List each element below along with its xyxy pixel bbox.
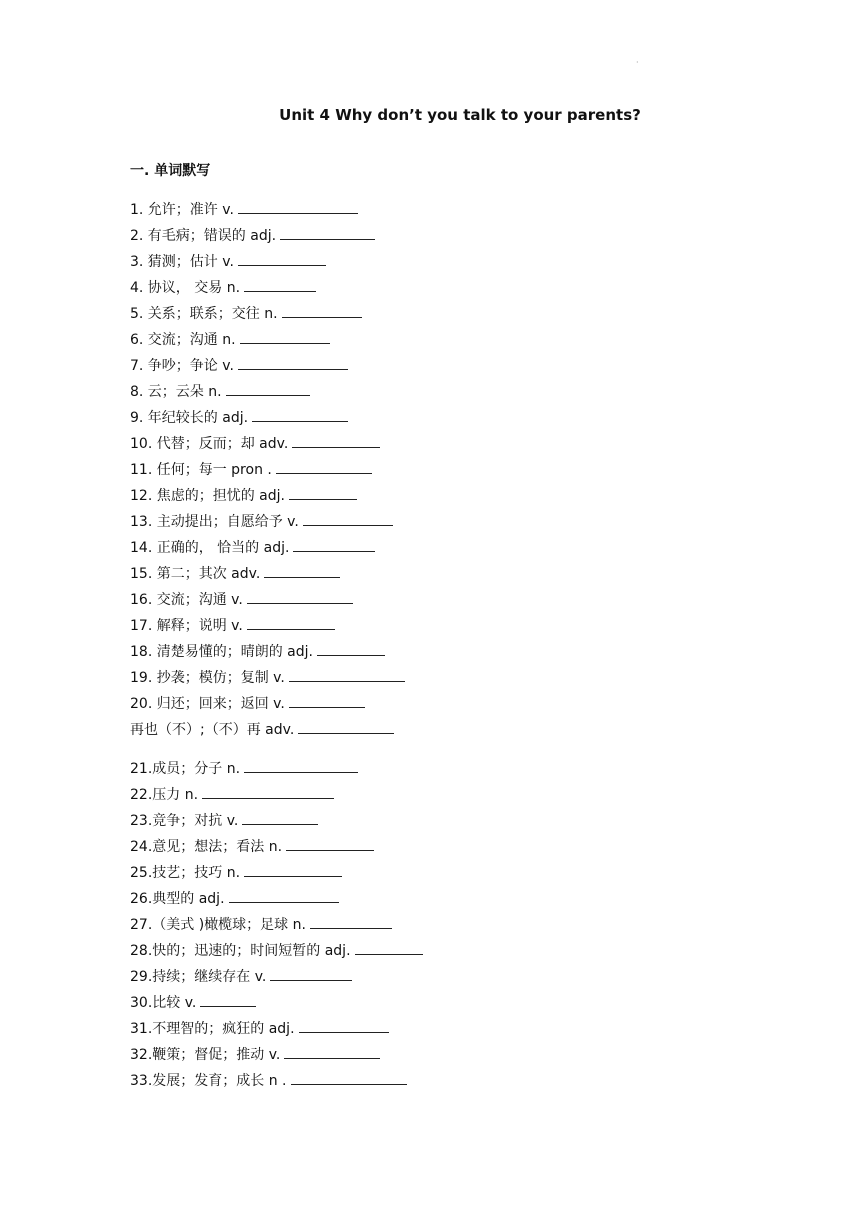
answer-blank[interactable] (229, 888, 339, 903)
answer-blank[interactable] (286, 836, 374, 851)
vocab-item (130, 691, 423, 717)
vocab-prompt: 19. 抄袭；模仿；复制 v. (130, 670, 285, 686)
vocab-prompt: 29.持续；继续存在 v. (130, 969, 267, 985)
answer-blank[interactable] (202, 784, 334, 799)
vocab-prompt: 28.快的；迅速的；时间短暂的 adj. (130, 943, 351, 959)
vocab-prompt: 27.（美式 )橄榄球；足球 n. (130, 917, 306, 933)
vocab-item (130, 1042, 423, 1068)
vocab-prompt: 5. 关系；联系；交往 n. (130, 306, 278, 322)
vocab-item (130, 561, 423, 587)
answer-blank[interactable] (238, 355, 348, 370)
vocab-item (130, 756, 423, 782)
answer-blank[interactable] (247, 589, 353, 604)
answer-blank[interactable] (298, 719, 394, 734)
corner-mark: · (636, 58, 639, 67)
answer-blank[interactable] (252, 407, 348, 422)
vocab-prompt: 11. 任何；每一 pron . (130, 462, 272, 478)
vocab-item (130, 613, 423, 639)
answer-blank[interactable] (240, 329, 330, 344)
answer-blank[interactable] (247, 615, 335, 630)
vocab-item (130, 509, 423, 535)
answer-blank[interactable] (355, 940, 423, 955)
answer-blank[interactable] (276, 459, 372, 474)
vocab-prompt: 32.鞭策；督促；推动 v. (130, 1047, 281, 1063)
vocab-item (130, 912, 423, 938)
vocab-item (130, 197, 423, 223)
answer-blank[interactable] (264, 563, 340, 578)
answer-blank[interactable] (270, 966, 352, 981)
answer-blank[interactable] (310, 914, 392, 929)
vocab-prompt: 9. 年纪较长的 adj. (130, 410, 249, 426)
vocab-item (130, 1068, 423, 1094)
vocab-prompt: 24.意见；想法；看法 n. (130, 839, 283, 855)
answer-blank[interactable] (289, 667, 405, 682)
vocab-item (130, 886, 423, 912)
vocab-item (130, 379, 423, 405)
section-heading: 一. 单词默写 (130, 163, 211, 179)
vocab-item (130, 964, 423, 990)
answer-blank[interactable] (299, 1018, 389, 1033)
answer-blank[interactable] (244, 862, 342, 877)
vocab-prompt: 22.压力 n. (130, 787, 199, 803)
vocab-prompt: 15. 第二；其次 adv. (130, 566, 261, 582)
vocab-prompt: 25.技艺；技巧 n. (130, 865, 241, 881)
vocab-item (130, 405, 423, 431)
vocab-item (130, 639, 423, 665)
vocab-item (130, 223, 423, 249)
vocab-item (130, 938, 423, 964)
vocab-item (130, 665, 423, 691)
document-title: Unit 4 Why don’t you talk to your parents? (279, 106, 641, 124)
vocab-item (130, 808, 423, 834)
vocab-item (130, 1016, 423, 1042)
vocab-prompt: 10. 代替；反而；却 adv. (130, 436, 289, 452)
vocab-item (130, 249, 423, 275)
vocab-item (130, 457, 423, 483)
vocab-prompt: 31.不理智的；疯狂的 adj. (130, 1021, 295, 1037)
vocab-prompt: 33.发展；发育；成长 n . (130, 1073, 287, 1089)
vocab-item (130, 353, 423, 379)
answer-blank[interactable] (291, 1070, 407, 1085)
vocab-item (130, 990, 423, 1016)
vocab-prompt: 8. 云；云朵 n. (130, 384, 222, 400)
answer-blank[interactable] (200, 992, 256, 1007)
answer-blank[interactable] (303, 511, 393, 526)
vocab-item (130, 587, 423, 613)
vocab-prompt: 14. 正确的， 恰当的 adj. (130, 540, 290, 556)
answer-blank[interactable] (284, 1044, 380, 1059)
vocab-prompt: 30.比较 v. (130, 995, 197, 1011)
vocab-item (130, 717, 423, 743)
vocab-prompt: 16. 交流；沟通 v. (130, 592, 243, 608)
vocab-item (130, 834, 423, 860)
vocab-prompt: 2. 有毛病；错误的 adj. (130, 228, 277, 244)
vocab-item (130, 431, 423, 457)
vocab-prompt: 13. 主动提出；自愿给予 v. (130, 514, 299, 530)
vocabulary-list (130, 197, 423, 1094)
answer-blank[interactable] (238, 251, 326, 266)
vocab-prompt: 17. 解释；说明 v. (130, 618, 243, 634)
answer-blank[interactable] (292, 433, 380, 448)
vocab-item (130, 535, 423, 561)
answer-blank[interactable] (280, 225, 375, 240)
vocab-prompt: 1. 允许；准许 v. (130, 202, 234, 218)
answer-blank[interactable] (289, 485, 357, 500)
vocab-item (130, 782, 423, 808)
answer-blank[interactable] (238, 199, 358, 214)
answer-blank[interactable] (242, 810, 318, 825)
answer-blank[interactable] (226, 381, 310, 396)
vocab-item (130, 301, 423, 327)
answer-blank[interactable] (289, 693, 365, 708)
vocab-prompt: 6. 交流；沟通 n. (130, 332, 236, 348)
vocab-prompt: 26.典型的 adj. (130, 891, 225, 907)
vocab-prompt: 4. 协议， 交易 n. (130, 280, 241, 296)
vocab-prompt: 12. 焦虑的；担忧的 adj. (130, 488, 285, 504)
vocab-prompt: 23.竞争；对抗 v. (130, 813, 239, 829)
vocab-item (130, 860, 423, 886)
vocab-prompt: 20. 归还；回来；返回 v. (130, 696, 285, 712)
vocab-item (130, 327, 423, 353)
answer-blank[interactable] (282, 303, 362, 318)
answer-blank[interactable] (317, 641, 385, 656)
answer-blank[interactable] (244, 277, 316, 292)
vocab-item (130, 483, 423, 509)
vocab-prompt: 18. 清楚易懂的；晴朗的 adj. (130, 644, 313, 660)
vocab-prompt: 3. 猜测；估计 v. (130, 254, 234, 270)
vocab-prompt: 7. 争吵；争论 v. (130, 358, 234, 374)
vocab-item (130, 275, 423, 301)
vocab-prompt: 再也（不）;（不）再 adv. (130, 722, 295, 738)
answer-blank[interactable] (244, 758, 358, 773)
vocab-prompt: 21.成员；分子 n. (130, 761, 241, 777)
answer-blank[interactable] (293, 537, 375, 552)
